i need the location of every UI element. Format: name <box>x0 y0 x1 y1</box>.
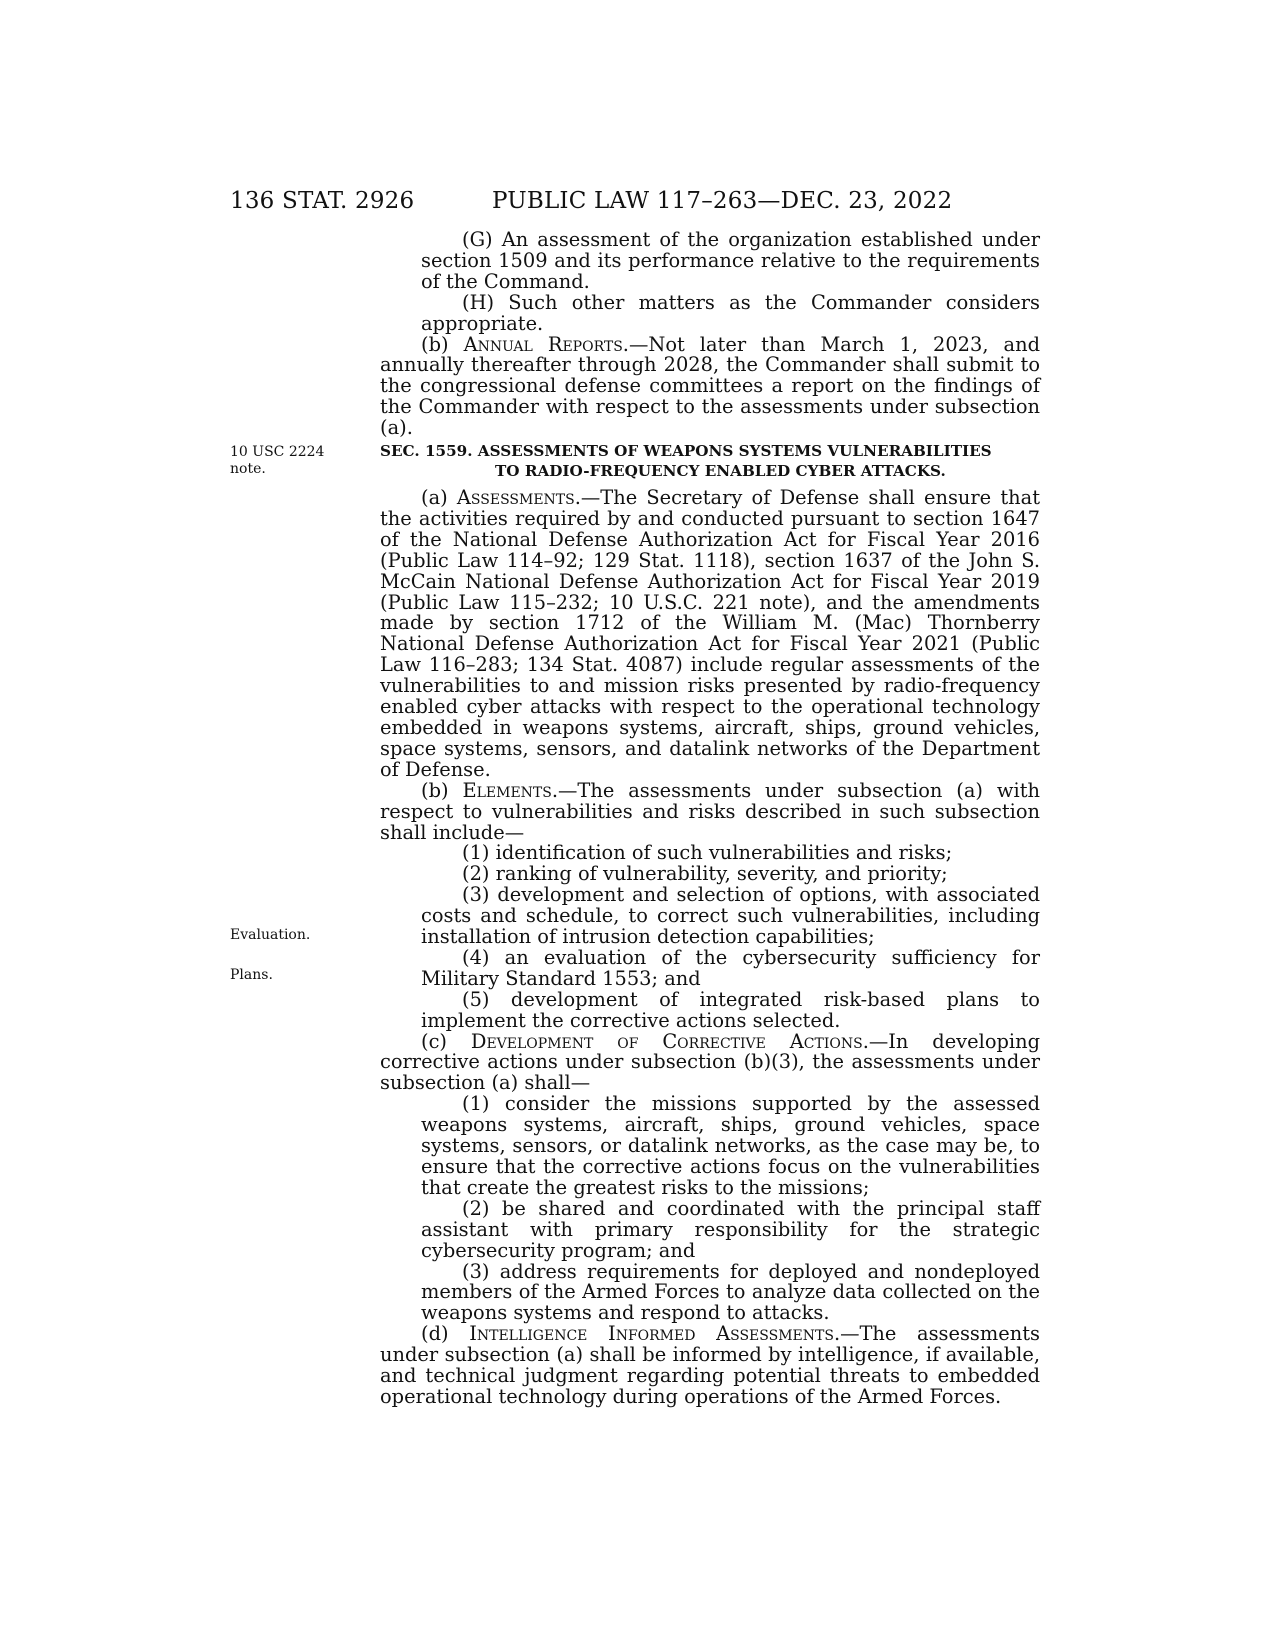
section-title-line2: TO RADIO-FREQUENCY ENABLED CYBER ATTACKS. <box>495 461 946 480</box>
paragraph-g: (G) An assessment of the organization established under section 1509 and its performance relative to the requirements of the Command. <box>421 228 1040 293</box>
running-header: PUBLIC LAW 117–263—DEC. 23, 2022 <box>492 188 953 214</box>
list-item: (3) development and selection of options, with associated costs and schedule, to correct such vulnerabilities, including installation of intrusion detection capabilities; <box>421 883 1040 949</box>
paragraph-heading: Intelligence Informed Assessments <box>469 1322 834 1346</box>
paragraph-lead: (b) <box>421 332 464 356</box>
margin-note-usc <box>230 444 324 478</box>
stat-page-number: 136 STAT. 2926 <box>230 188 415 214</box>
margin-note-plans: Plans. <box>230 967 273 983</box>
paragraph-heading: Elements <box>462 778 552 802</box>
list-item: (1) identification of such vulnerabilities and risks; <box>462 841 953 865</box>
section-heading <box>380 442 1040 481</box>
list-item: (5) development of integrated risk-based plans to implement the corrective actions selected. <box>421 987 1040 1032</box>
paragraph-text: .—The Secretary of Defense shall ensure that the activities required by and conducted pursuant to section 1647 of the National Defense Authorization Act for Fiscal Year 2016 (Public Law 114–92; 129 Stat. 1118), section 1637 of the John S. McCain National Defense Authorization Act for Fiscal Year 2019 (Public Law 115–232; 10 U.S.C. 221 note), and the amendments made by section 1712 of the William M. (Mac) Thornberry National Defense Authorization Act for Fiscal Year 2021 (Public Law 116–283; 134 Stat. 4087) include regular assessments of the vulnerabilities to and mission risks presented by radio-frequency enabled cyber attacks with respect to the operational technology embedded in weapons systems, aircraft, ships, ground vehicles, space systems, sensors, and datalink networks of the Department of Defense. <box>380 486 1040 781</box>
top-block <box>380 230 1040 439</box>
list-item: (1) consider the missions supported by the assessed weapons systems, aircraft, ships, ground vehicles, space systems, sensors, or datalink networks, as the case may be, to ensure that the corrective actions focus on the vulnerabilities that create the greatest risks to the missions; <box>421 1092 1040 1199</box>
margin-note-usc-line1: 10 USC 2224 <box>230 444 325 460</box>
section-title <box>380 442 1040 481</box>
list-item: (2) be shared and coordinated with the principal staff assistant with primary responsibility for the strategic cybersecurity program; and <box>421 1196 1040 1262</box>
paragraph-text: .—In developing corrective actions under subsection (b)(3), the assessments under subsection (a) shall— <box>380 1029 1041 1095</box>
list-item: (4) an evaluation of the cybersecurity sufficiency for Military Standard 1553; and <box>421 945 1040 990</box>
paragraph-heading: Assessments <box>456 486 575 509</box>
paragraph-heading: Development of Corrective Actions <box>470 1029 863 1053</box>
paragraph-text: .—The assessments under subsection (a) shall be informed by intelligence, if available, and technical judgment regarding potential threats to embedded operational technology during operations of the Armed Forces. <box>380 1322 1040 1408</box>
section-body <box>380 488 1040 1408</box>
margin-note-usc-line2: note. <box>230 461 266 477</box>
paragraph-lead: (c) <box>421 1029 471 1053</box>
paragraph-text: .—The assessments under subsection (a) with respect to vulnerabilities and risks described in such subsection shall include— <box>380 778 1040 844</box>
paragraph-elements <box>380 778 1040 844</box>
paragraph-corrective-actions <box>380 1029 1041 1095</box>
paragraph-annual-reports <box>380 332 1040 440</box>
paragraph-heading: Annual Reports <box>463 332 623 356</box>
margin-note-evaluation: Evaluation. <box>230 927 311 943</box>
paragraph-lead: (b) <box>421 778 463 802</box>
paragraph-lead: (d) <box>421 1322 470 1346</box>
list-item: (3) address requirements for deployed and nondeployed members of the Armed Forces to analyze data collected on the weapons systems and respond to attacks. <box>421 1259 1040 1325</box>
paragraph-intelligence-informed <box>380 1324 1040 1408</box>
paragraph-text: .—Not later than March 1, 2023, and annually thereafter through 2028, the Commander shall submit to the congressional defense committees a report on the findings of the Commander with respect to the assessments under subsection (a). <box>380 332 1040 440</box>
paragraph-h: (H) Such other matters as the Commander considers appropriate. <box>421 290 1040 335</box>
paragraph-lead: (a) <box>421 486 457 509</box>
list-item: (2) ranking of vulnerability, severity, and priority; <box>462 862 948 886</box>
section-title-line1: SEC. 1559. ASSESSMENTS OF WEAPONS SYSTEMS VULNERABILITIES <box>380 442 992 460</box>
paragraph-assessments <box>380 488 1040 781</box>
